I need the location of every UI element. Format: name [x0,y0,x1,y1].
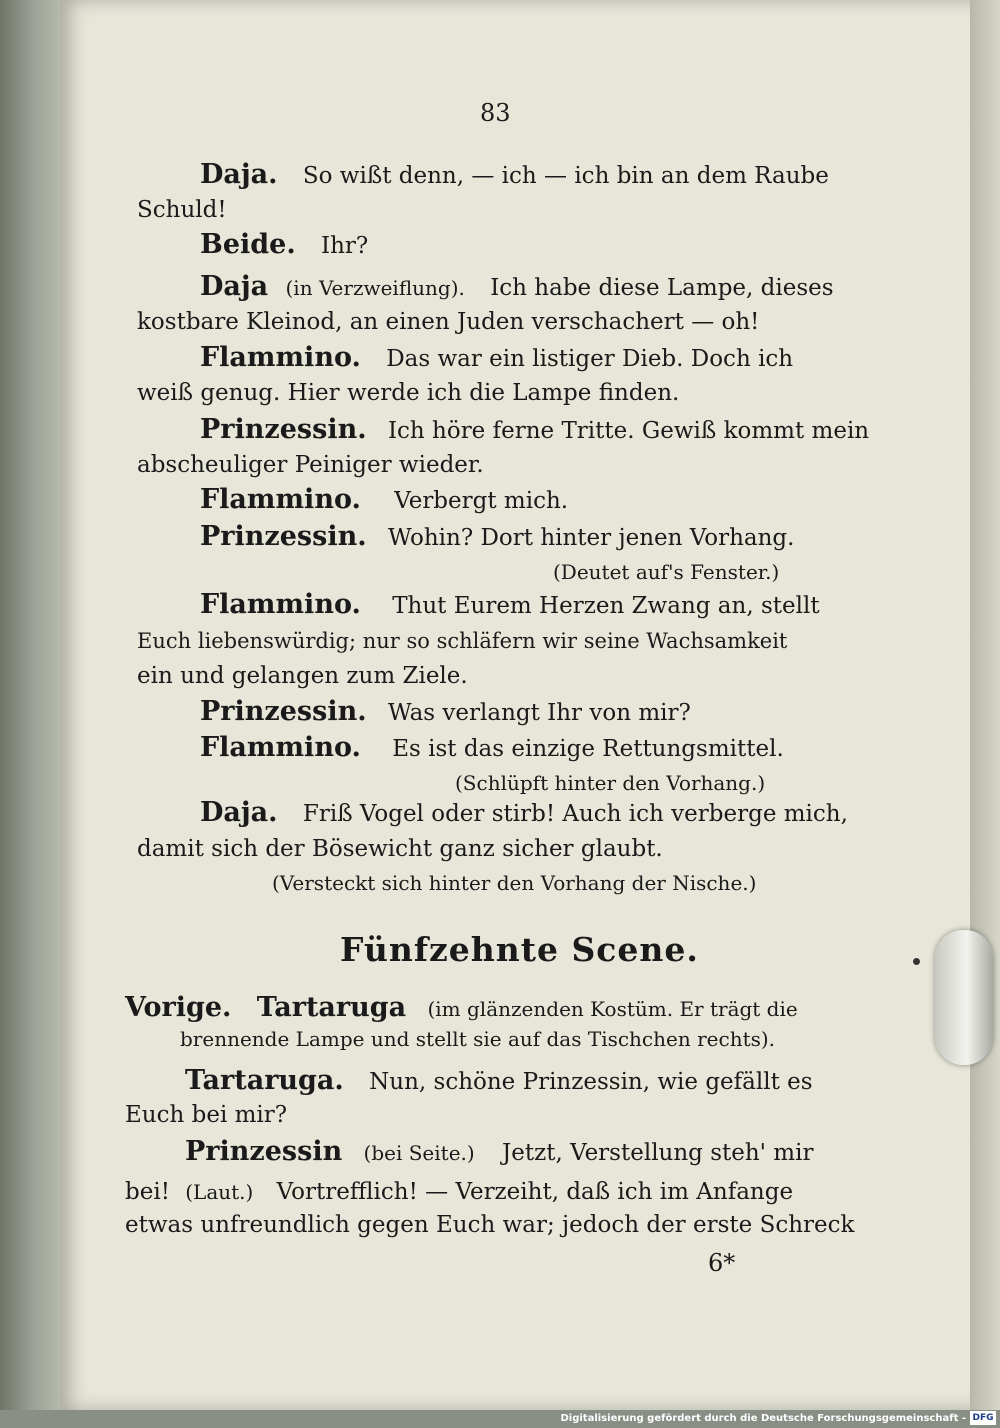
text-line [200,485,568,516]
dialogue: Verbergt mich. [394,488,569,514]
speaker: Flammino. [200,589,361,620]
stage-direction: (Deutet auf's Fenster.) [553,560,780,584]
text-line [185,1137,813,1168]
text-line: Euch bei mir? [125,1102,288,1128]
character-name: Tartaruga [256,992,407,1023]
stage-direction: (in Verzweiflung). [285,276,465,300]
dialogue: bei! [125,1179,170,1205]
dialogue: Friß Vogel oder stirb! Auch ich verberge mich, [302,801,848,827]
footer-credit: Digitalisierung gefördert durch die Deutsche Forschungsgemeinschaft - [560,1413,966,1424]
speaker: Vorige. [125,992,232,1023]
dialogue: Ich habe diese Lampe, dieses [490,275,834,301]
text-line [125,1177,793,1207]
dialogue: Vortrefflich! — Verzeiht, daß ich im Anfange [276,1179,794,1205]
text-line [200,590,820,621]
text-line [200,415,869,446]
speaker: Prinzessin. [200,414,367,445]
speaker: Prinzessin. [200,521,367,552]
text-line: Schuld! [137,197,227,223]
stage-direction: (im glänzenden Kostüm. Er trägt die [427,997,798,1021]
text-line [200,798,848,829]
signature-mark: 6* [708,1249,736,1277]
text-line: ein und gelangen zum Ziele. [137,663,468,689]
speaker: Flammino. [200,342,361,373]
scene-heading: Fünfzehnte Scene. [340,930,699,969]
speaker: Daja. [200,159,278,190]
dialogue: Wohin? Dort hinter jenen Vorhang. [387,525,795,551]
text-line: etwas unfreundlich gegen Euch war; jedoch der erste Schreck [125,1212,855,1238]
page-number: 83 [480,99,511,127]
dialogue: Ich höre ferne Tritte. Gewiß kommt mein [387,418,870,444]
text-line [200,272,834,303]
dialogue: Was verlangt Ihr von mir? [387,700,691,726]
dfg-logo: DFG [970,1411,996,1425]
text-line: damit sich der Bösewicht ganz sicher glaubt. [137,836,663,862]
text-line [200,160,829,191]
stage-direction: (Versteckt sich hinter den Vorhang der Nische.) [272,871,757,895]
stage-direction: (Laut.) [185,1180,254,1204]
dialogue: Jetzt, Verstellung steh' mir [502,1140,814,1166]
stage-direction: (Schlüpft hinter den Vorhang.) [455,771,766,795]
speaker: Beide. [200,229,296,260]
dialogue: Thut Eurem Herzen Zwang an, stellt [392,593,820,619]
text-line [200,230,368,261]
text-line [200,697,691,728]
dialogue: So wißt denn, — ich — ich bin an dem Raube [302,163,829,189]
text-line: kostbare Kleinod, an einen Juden verschachert — oh! [137,309,760,335]
stage-direction: brennende Lampe und stellt sie auf das Tischchen rechts). [180,1027,776,1051]
dialogue: Ihr? [321,233,369,259]
page-dot [913,958,920,965]
speaker: Flammino. [200,484,361,515]
speaker: Flammino. [200,732,361,763]
speaker: Tartaruga. [185,1065,344,1096]
stage-direction: (bei Seite.) [363,1141,475,1165]
text-line: weiß genug. Hier werde ich die Lampe finden. [137,380,680,406]
speaker: Daja [200,271,269,302]
speaker: Daja. [200,797,278,828]
speaker: Prinzessin [185,1136,343,1167]
text-line [200,733,784,764]
page-clip [935,930,993,1065]
page-edge [970,0,1000,1410]
text-line: abscheuliger Peiniger wieder. [137,452,484,478]
dialogue: Das war ein listiger Dieb. Doch ich [386,346,794,372]
dialogue: Nun, schöne Prinzessin, wie gefällt es [369,1069,813,1095]
text-line [200,343,793,374]
speaker: Prinzessin. [200,696,367,727]
text-line [125,993,798,1024]
text-line [200,522,794,553]
dialogue: Es ist das einzige Rettungsmittel. [392,736,784,762]
text-line: Euch liebenswürdig; nur so schläfern wir seine Wachsamkeit [137,629,788,653]
text-line [185,1066,813,1097]
